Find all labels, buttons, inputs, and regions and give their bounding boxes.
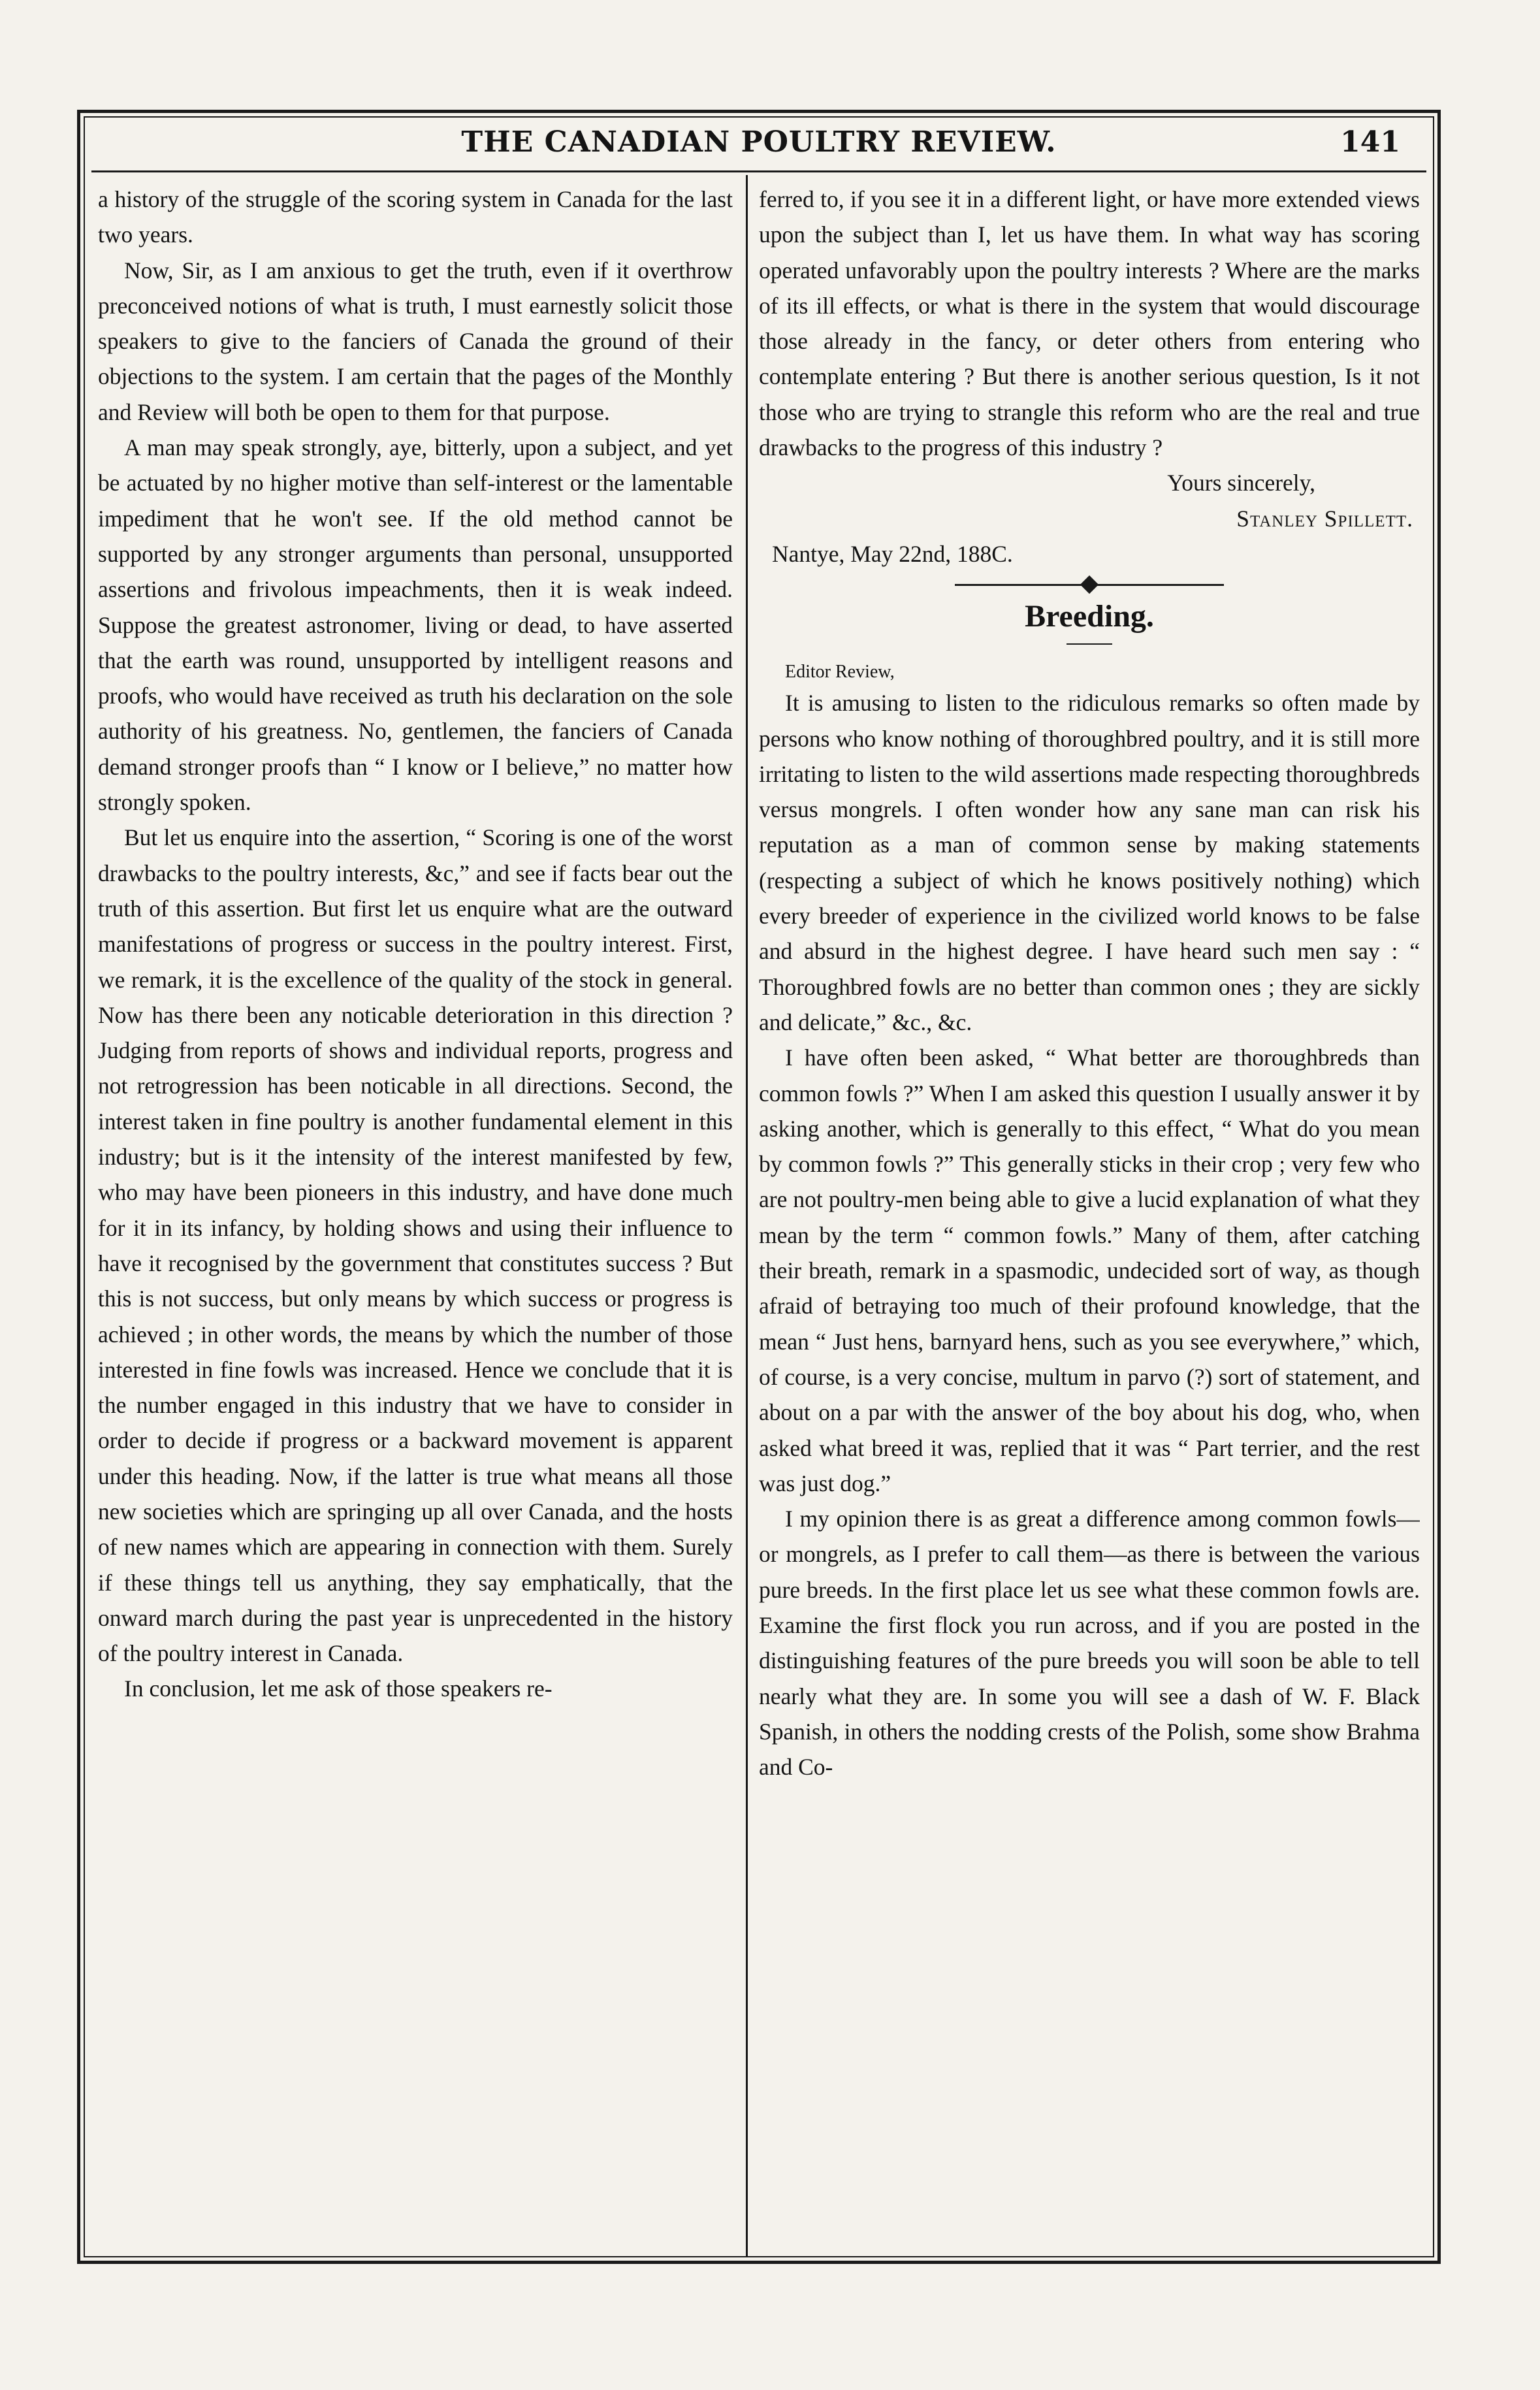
diamond-icon	[1080, 575, 1099, 594]
running-title: THE CANADIAN POULTRY REVIEW.	[461, 125, 1057, 159]
paragraph: A man may speak strongly, aye, bitterly, upon a subject, and yet be actuated by no higher motive than self-interest or the lamentable impediment that he won't see. If the old method cannot be supported by any stronger arguments than personal, unsupported assertions and frivolous impeachments, then it is weak indeed. Suppose the greatest astronomer, living or dead, to have asserted that the earth was round, unsupported by intelligent reasons and proofs, who would have received as truth his declaration on the sole authority of his greatness. No, gentlemen, the fanciers of Canada demand stronger proofs than “ I know or I believe,” no matter how strongly spoken.	[98, 434, 733, 816]
page-number: 141	[1340, 125, 1400, 159]
paragraph: In conclusion, let me ask of those speakers re-	[124, 1675, 553, 1702]
paragraph: ferred to, if you see it in a different light, or have more extended views upon the subject than I, let us have them. In what way has scoring operated unfavorably upon the poultry interests ? Where are the marks of its ill effects, or what is there in the system that would discourage those already in the fancy, or deter others from entering who contemplate entering ? But there is another serious question, Is it not those who are trying to strangle this reform who are the real and true drawbacks to the progress of this industry ?	[759, 186, 1420, 461]
closing: Yours sincerely,	[1167, 470, 1315, 496]
section-ornament	[759, 575, 1420, 594]
paragraph: I my opinion there is as great a difference among common fowls—or mongrels, as I prefer to call them—as there is between the various pure breeds. In the first place let us see what these common fowls are. Examine the first flock you run across, and if you are posted in the distinguishing features of the pure breeds you will soon be able to tell nearly what they are. In some you will see a dash of W. F. Black Spanish, in others the nodding crests of the Polish, some show Brahma and Co-	[759, 1506, 1420, 1781]
paragraph: Now, Sir, as I am anxious to get the truth, even if it overthrow preconceived notions of what is truth, I must earnestly solicit those speakers to give to the fanciers of Canada the ground of their objections to the system. I am certain that the pages of the Monthly and Review will both be open to them for that purpose.	[98, 257, 733, 425]
letter-signoff	[759, 465, 1420, 572]
paragraph: a history of the struggle of the scoring system in Canada for the last two years.	[98, 186, 733, 248]
right-column	[759, 182, 1420, 2252]
section-title: Breeding.	[1025, 599, 1154, 634]
signature: Stanley Spillett.	[1236, 505, 1413, 532]
paragraph: I have often been asked, “ What better are thoroughbreds than common fowls ?” When I am asked this question I usually answer it by asking another, which is generally to this effect, “ What do you mean by common fowls ?” This generally sticks in their crop ; very few who are not poultry-men being able to give a lucid explanation of what they mean by the term “ common fowls.” Many of them, after catching their breath, remark in a spasmodic, undecided sort of way, as though afraid of betraying too much of their profound knowledge, that the mean “ Just hens, barnyard hens, such as you see everywhere,” which, of course, is a very concise, multum in parvo (?) sort of statement, and about on a par with the answer of the boy about his dog, who, when asked what breed it was, replied that it was “ Part terrier, and the rest was just dog.”	[759, 1044, 1420, 1496]
left-column	[98, 182, 733, 2252]
paragraph: It is amusing to listen to the ridiculous remarks so often made by persons who know nothing of thoroughbred poultry, and it is still more irritating to listen to the wild assertions made respecting thoroughbreds versus mongrels. I often wonder how any sane man can risk his reputation as a man of common sense by making statements (respecting a subject of which he knows positively nothing) which every breeder of experience in the civilized world knows to be false and absurd in the highest degree. I have heard such men say : “ Thoroughbred fowls are no better than common ones ; they are sickly and delicate,” &c., &c.	[759, 690, 1420, 1035]
place-date: Nantye, May 22nd, 188C.	[772, 540, 1013, 567]
title-rule	[1067, 643, 1112, 645]
paragraph: But let us enquire into the assertion, “ Scoring is one of the worst drawbacks to the poultry interests, &c,” and see if facts bear out the truth of this assertion. But first let us enquire what are the outward manifestations of progress or success in the poultry interest. First, we remark, it is the excellence of the quality of the stock in general. Now has there been any noticable deterioration in this direction ? Judging from reports of shows and individual reports, progress and not retrogression has been noticable in all directions. Second, the interest taken in fine poultry is another fundamental element in this industry; but is it the intensity of the interest manifested by few, who may have been pioneers in this industry, and have done much for it in its infancy, by holding shows and using their influence to have it recognised by the government that constitutes success ? But this is not success, but only means by which success or progress is achieved ; in other words, the means by which the number of those interested in fine fowls was increased. Hence we conclude that it is the number engaged in this industry that we have to consider in order to decide if progress or a backward movement is apparent under this heading. Now, if the latter is true what means all those new societies which are springing up all over Canada, and the hosts of new names which are appearing in connection with them. Surely if these things tell us anything, they say emphatically, that the onward march during the past year is unprecedented in the history of the poultry interest in Canada.	[98, 824, 733, 1667]
column-divider	[746, 175, 748, 2256]
addressee: Editor Review,	[785, 662, 895, 683]
page-header	[91, 119, 1426, 172]
